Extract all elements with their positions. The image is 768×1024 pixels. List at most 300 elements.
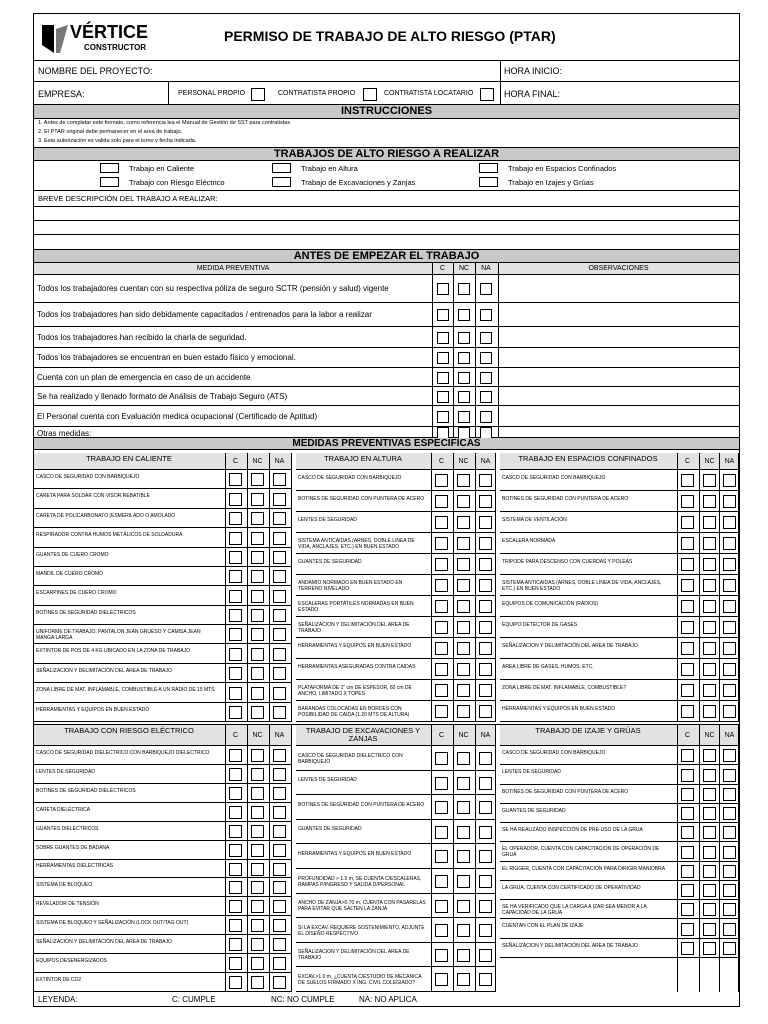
measure-checkbox[interactable]: [723, 807, 736, 820]
measure-checkbox[interactable]: [681, 495, 694, 508]
measure-checkbox[interactable]: [681, 579, 694, 592]
measure-checkbox[interactable]: [273, 749, 286, 762]
description-row: [34, 191, 739, 207]
measure-row: [34, 784, 291, 803]
measure-checkbox[interactable]: [273, 570, 286, 583]
measure-checkbox[interactable]: [703, 495, 716, 508]
measure-checkbox[interactable]: [229, 570, 242, 583]
contratista-propio-label: CONTRATISTA PROPIO: [278, 90, 356, 97]
measure-item: CASCO DE SEGURIDAD DIELECTRICO CON BARBIQUEJO DIELECTRICO: [36, 749, 210, 756]
measure-checkbox[interactable]: [479, 600, 492, 613]
measure-checkbox[interactable]: [479, 474, 492, 487]
measure-checkbox[interactable]: [435, 826, 448, 839]
measure-item: EQUIPO DETECTOR DE GASES: [502, 621, 578, 628]
measure-item: SISTEMA DE BLOQUEO: [36, 881, 93, 888]
before-start-checkbox[interactable]: [458, 352, 470, 364]
measure-checkbox[interactable]: [273, 706, 286, 719]
measure-checkbox[interactable]: [681, 600, 694, 613]
measure-checkbox[interactable]: [229, 806, 242, 819]
description-line-1[interactable]: [34, 207, 739, 221]
measure-checkbox[interactable]: [273, 590, 286, 603]
measure-checkbox[interactable]: [723, 705, 736, 718]
measure-checkbox[interactable]: [229, 628, 242, 641]
measure-checkbox[interactable]: [457, 621, 470, 634]
measure-checkbox[interactable]: [273, 976, 286, 989]
measure-checkbox[interactable]: [457, 663, 470, 676]
measure-checkbox[interactable]: [273, 609, 286, 622]
before-start-checkbox[interactable]: [437, 391, 449, 403]
measure-row: [34, 703, 291, 722]
measure-checkbox[interactable]: [251, 609, 264, 622]
before-start-checkbox[interactable]: [458, 411, 470, 423]
page-title: PERMISO DE TRABAJO DE ALTO RIESGO (PTAR): [224, 28, 556, 44]
work-type-checkbox[interactable]: [479, 163, 498, 173]
measure-checkbox[interactable]: [703, 903, 716, 916]
measure-checkbox[interactable]: [457, 850, 470, 863]
measure-checkbox[interactable]: [229, 976, 242, 989]
before-start-checkbox[interactable]: [480, 332, 492, 344]
measure-checkbox[interactable]: [681, 749, 694, 762]
measure-checkbox[interactable]: [703, 537, 716, 550]
measure-checkbox[interactable]: [703, 884, 716, 897]
measure-checkbox[interactable]: [703, 807, 716, 820]
personal-propio-checkbox[interactable]: [251, 88, 265, 101]
measure-checkbox[interactable]: [479, 495, 492, 508]
measure-checkbox[interactable]: [479, 949, 492, 962]
measure-checkbox[interactable]: [681, 558, 694, 571]
measure-checkbox[interactable]: [273, 900, 286, 913]
legend-c: C: CUMPLE: [172, 995, 216, 1004]
before-start-checkbox[interactable]: [458, 332, 470, 344]
description-line-2[interactable]: [34, 221, 739, 235]
measure-checkbox[interactable]: [229, 706, 242, 719]
measure-checkbox[interactable]: [703, 516, 716, 529]
measure-checkbox[interactable]: [273, 687, 286, 700]
measure-checkbox[interactable]: [435, 621, 448, 634]
measure-checkbox[interactable]: [479, 801, 492, 814]
measure-checkbox[interactable]: [273, 532, 286, 545]
measure-checkbox[interactable]: [435, 495, 448, 508]
before-start-checkbox[interactable]: [437, 411, 449, 423]
measure-checkbox[interactable]: [251, 473, 264, 486]
measure-checkbox[interactable]: [479, 537, 492, 550]
measure-checkbox[interactable]: [681, 705, 694, 718]
measure-checkbox[interactable]: [251, 844, 264, 857]
before-start-checkbox[interactable]: [458, 427, 470, 439]
measure-checkbox[interactable]: [479, 924, 492, 937]
measure-checkbox[interactable]: [435, 705, 448, 718]
before-start-checkbox[interactable]: [437, 283, 449, 295]
measure-checkbox[interactable]: [681, 537, 694, 550]
measure-checkbox[interactable]: [703, 558, 716, 571]
measure-checkbox[interactable]: [681, 642, 694, 655]
contratista-locatario-checkbox[interactable]: [480, 88, 494, 101]
measure-checkbox[interactable]: [723, 579, 736, 592]
company-logo: [40, 22, 150, 56]
measure-checkbox[interactable]: [435, 684, 448, 697]
measure-checkbox[interactable]: [703, 826, 716, 839]
measure-checkbox[interactable]: [435, 777, 448, 790]
measure-checkbox[interactable]: [435, 900, 448, 913]
measure-group: [296, 453, 496, 722]
measure-checkbox[interactable]: [457, 875, 470, 888]
measure-row: [34, 528, 291, 548]
measure-item: CARETA DE POLICARBONATO (ESMERILADO O AMOLADO: [36, 512, 176, 519]
measure-checkbox[interactable]: [703, 705, 716, 718]
measure-checkbox[interactable]: [703, 663, 716, 676]
measure-checkbox[interactable]: [681, 846, 694, 859]
measure-checkbox[interactable]: [681, 865, 694, 878]
measure-checkbox[interactable]: [457, 558, 470, 571]
measure-checkbox[interactable]: [479, 684, 492, 697]
measure-checkbox[interactable]: [681, 807, 694, 820]
measure-row: [34, 567, 291, 586]
measure-checkbox[interactable]: [681, 884, 694, 897]
measure-checkbox[interactable]: [229, 844, 242, 857]
measure-item: CUENTAN CON EL PLAN DE IZAJE: [502, 923, 584, 929]
measure-row: [296, 638, 495, 659]
measure-item: ESCALERAS PORTATILES NORMADAS EN BUEN ESTADO: [298, 600, 414, 613]
measure-checkbox[interactable]: [681, 474, 694, 487]
measure-checkbox[interactable]: [435, 474, 448, 487]
measure-row: [296, 795, 495, 820]
before-start-checkbox[interactable]: [480, 391, 492, 403]
measure-checkbox[interactable]: [229, 609, 242, 622]
before-start-checkbox[interactable]: [480, 309, 492, 321]
measure-checkbox[interactable]: [435, 663, 448, 676]
measure-group-title: TRABAJO EN CALIENTE: [86, 454, 172, 463]
measure-col-c: C: [438, 457, 445, 465]
measure-checkbox[interactable]: [457, 537, 470, 550]
measure-checkbox[interactable]: [229, 749, 242, 762]
measure-checkbox[interactable]: [251, 919, 264, 932]
measure-row: [500, 659, 738, 680]
measure-item: MANDIL DE CUERO CROMO: [36, 570, 104, 577]
measure-checkbox[interactable]: [251, 863, 264, 876]
measure-checkbox[interactable]: [681, 788, 694, 801]
measure-checkbox[interactable]: [251, 532, 264, 545]
measure-checkbox[interactable]: [681, 621, 694, 634]
measure-checkbox[interactable]: [723, 474, 736, 487]
measure-checkbox[interactable]: [703, 788, 716, 801]
measure-checkbox[interactable]: [681, 826, 694, 839]
measure-checkbox[interactable]: [457, 924, 470, 937]
measure-checkbox[interactable]: [229, 667, 242, 680]
measure-checkbox[interactable]: [435, 752, 448, 765]
work-type-checkbox[interactable]: [100, 177, 119, 187]
measure-checkbox[interactable]: [229, 473, 242, 486]
measure-checkbox[interactable]: [251, 551, 264, 564]
measure-checkbox[interactable]: [479, 705, 492, 718]
before-start-checkbox[interactable]: [458, 283, 470, 295]
measure-checkbox[interactable]: [229, 648, 242, 661]
measure-checkbox[interactable]: [435, 850, 448, 863]
measure-checkbox[interactable]: [479, 875, 492, 888]
measure-checkbox[interactable]: [251, 825, 264, 838]
measure-checkbox[interactable]: [479, 516, 492, 529]
measure-checkbox[interactable]: [251, 493, 264, 506]
measure-checkbox[interactable]: [723, 495, 736, 508]
measure-checkbox[interactable]: [723, 865, 736, 878]
logo-brand: VÉRTICE: [70, 22, 149, 42]
measure-checkbox[interactable]: [251, 881, 264, 894]
work-type-label: Trabajo en Espacios Confinados: [508, 164, 617, 173]
measure-checkbox[interactable]: [681, 923, 694, 936]
measure-checkbox[interactable]: [703, 474, 716, 487]
measure-checkbox[interactable]: [703, 579, 716, 592]
measure-checkbox[interactable]: [723, 826, 736, 839]
measure-item: HERRAMIENTAS Y EQUIPOS EN BUEN ESTADO: [502, 705, 616, 712]
measure-item: UNIFORME DE TRABAJO: PANTALON JEAN GRUESO Y CAMISA JEAN MANGA LARGA: [36, 628, 201, 641]
before-start-checkbox[interactable]: [480, 427, 492, 439]
measure-checkbox[interactable]: [457, 777, 470, 790]
measure-checkbox[interactable]: [251, 687, 264, 700]
measure-checkbox[interactable]: [251, 957, 264, 970]
measure-item: CASCO DE SEGURIDAD DIELECTRICO CON BARBIQUEJO: [298, 752, 403, 765]
measure-item: CARETA PARA SOLDAR CON VISOR REBATIBLE: [36, 493, 150, 499]
measure-checkbox[interactable]: [229, 938, 242, 951]
col-nc: NC: [458, 265, 470, 272]
measure-checkbox[interactable]: [229, 863, 242, 876]
measure-checkbox[interactable]: [723, 516, 736, 529]
measure-checkbox[interactable]: [723, 642, 736, 655]
measure-checkbox[interactable]: [435, 949, 448, 962]
measure-checkbox[interactable]: [703, 865, 716, 878]
measure-checkbox[interactable]: [479, 900, 492, 913]
measure-checkbox[interactable]: [457, 705, 470, 718]
measure-checkbox[interactable]: [251, 512, 264, 525]
measure-checkbox[interactable]: [251, 749, 264, 762]
measure-checkbox[interactable]: [723, 621, 736, 634]
measure-checkbox[interactable]: [273, 667, 286, 680]
measure-checkbox[interactable]: [703, 684, 716, 697]
measure-checkbox[interactable]: [479, 621, 492, 634]
measure-checkbox[interactable]: [273, 938, 286, 951]
measure-checkbox[interactable]: [251, 787, 264, 800]
measure-row: [296, 943, 495, 967]
measure-checkbox[interactable]: [435, 558, 448, 571]
measure-checkbox[interactable]: [457, 495, 470, 508]
measure-checkbox[interactable]: [435, 642, 448, 655]
measure-checkbox[interactable]: [457, 826, 470, 839]
measure-item: HERRAMIENTAS Y EQUIPOS EN BUEN ESTADO: [298, 850, 412, 857]
measure-checkbox[interactable]: [723, 537, 736, 550]
before-start-checkbox[interactable]: [458, 391, 470, 403]
measure-checkbox[interactable]: [703, 621, 716, 634]
measure-checkbox[interactable]: [703, 600, 716, 613]
before-start-checkbox[interactable]: [480, 411, 492, 423]
measure-checkbox[interactable]: [229, 957, 242, 970]
measure-row: [296, 491, 495, 512]
before-start-checkbox[interactable]: [437, 332, 449, 344]
measure-checkbox[interactable]: [457, 642, 470, 655]
work-type-checkbox[interactable]: [100, 163, 119, 173]
measure-checkbox[interactable]: [435, 600, 448, 613]
measure-checkbox[interactable]: [435, 924, 448, 937]
measure-checkbox[interactable]: [251, 976, 264, 989]
measure-checkbox[interactable]: [251, 938, 264, 951]
measure-item: BOTINES DE SEGURIDAD CON PUNTERA DE ACERO: [298, 495, 425, 502]
measure-checkbox[interactable]: [723, 788, 736, 801]
before-start-checkbox[interactable]: [480, 372, 492, 384]
measure-checkbox[interactable]: [435, 537, 448, 550]
measure-row: [296, 554, 495, 575]
before-start-item: Todos los trabajadores cuentan con su respectiva póliza de seguro SCTR (pensión y salud) vigente: [37, 284, 389, 293]
measure-checkbox[interactable]: [273, 628, 286, 641]
measure-checkbox[interactable]: [723, 600, 736, 613]
measure-checkbox[interactable]: [435, 801, 448, 814]
work-type-checkbox[interactable]: [479, 177, 498, 187]
before-start-checkbox[interactable]: [480, 283, 492, 295]
measure-checkbox[interactable]: [251, 590, 264, 603]
measure-row: [296, 680, 495, 701]
measure-checkbox[interactable]: [457, 579, 470, 592]
measure-checkbox[interactable]: [681, 684, 694, 697]
before-start-checkbox[interactable]: [437, 309, 449, 321]
measure-checkbox[interactable]: [479, 558, 492, 571]
measure-checkbox[interactable]: [229, 551, 242, 564]
measure-checkbox[interactable]: [229, 787, 242, 800]
measure-row: [296, 470, 495, 491]
measure-row: [34, 683, 291, 703]
measure-checkbox[interactable]: [723, 846, 736, 859]
measure-item: LENTES DE SEGURIDAD: [502, 769, 561, 775]
measure-checkbox[interactable]: [723, 684, 736, 697]
measure-checkbox[interactable]: [479, 826, 492, 839]
measure-checkbox[interactable]: [251, 648, 264, 661]
before-start-checkbox[interactable]: [437, 352, 449, 364]
measure-checkbox[interactable]: [681, 516, 694, 529]
measure-checkbox[interactable]: [273, 551, 286, 564]
measure-checkbox[interactable]: [681, 663, 694, 676]
measure-checkbox[interactable]: [723, 923, 736, 936]
measure-checkbox[interactable]: [229, 900, 242, 913]
measure-checkbox[interactable]: [251, 768, 264, 781]
measure-checkbox[interactable]: [435, 973, 448, 986]
measure-row: [34, 973, 291, 992]
measure-row: [34, 803, 291, 822]
measure-checkbox[interactable]: [251, 900, 264, 913]
measure-checkbox[interactable]: [457, 801, 470, 814]
measure-checkbox[interactable]: [273, 648, 286, 661]
measure-checkbox[interactable]: [681, 942, 694, 955]
before-start-checkbox[interactable]: [458, 372, 470, 384]
measure-checkbox[interactable]: [723, 903, 736, 916]
measure-checkbox[interactable]: [251, 628, 264, 641]
work-type-checkbox[interactable]: [272, 163, 291, 173]
measure-row: [296, 771, 495, 795]
measure-checkbox[interactable]: [273, 919, 286, 932]
measure-checkbox[interactable]: [703, 769, 716, 782]
measure-checkbox[interactable]: [273, 512, 286, 525]
measure-checkbox[interactable]: [479, 642, 492, 655]
measure-checkbox[interactable]: [251, 570, 264, 583]
measure-checkbox[interactable]: [479, 850, 492, 863]
measure-item: TRIPODE PARA DESCENSO CON CUERDAS Y POLEAS: [502, 558, 633, 565]
measure-item: EL OPERADOR, CUENTA CON CAPACITACION DE OPERACIÓN DE GRUA: [502, 846, 660, 858]
measure-checkbox[interactable]: [273, 863, 286, 876]
measure-checkbox[interactable]: [457, 973, 470, 986]
measure-checkbox[interactable]: [229, 590, 242, 603]
measure-checkbox[interactable]: [229, 493, 242, 506]
measure-checkbox[interactable]: [479, 973, 492, 986]
measure-checkbox[interactable]: [229, 825, 242, 838]
measure-checkbox[interactable]: [457, 600, 470, 613]
measure-row: [34, 746, 291, 765]
end-time-label: HORA FINAL:: [504, 89, 561, 99]
measure-checkbox[interactable]: [723, 884, 736, 897]
work-type-checkbox[interactable]: [272, 177, 291, 187]
measure-checkbox[interactable]: [273, 957, 286, 970]
measure-checkbox[interactable]: [229, 532, 242, 545]
measure-checkbox[interactable]: [723, 769, 736, 782]
measure-checkbox[interactable]: [479, 777, 492, 790]
measure-checkbox[interactable]: [229, 512, 242, 525]
measure-group: [500, 725, 739, 992]
measure-checkbox[interactable]: [251, 667, 264, 680]
measure-checkbox[interactable]: [273, 473, 286, 486]
measure-checkbox[interactable]: [273, 768, 286, 781]
measure-checkbox[interactable]: [251, 806, 264, 819]
measure-checkbox[interactable]: [229, 919, 242, 932]
measure-checkbox[interactable]: [229, 687, 242, 700]
measure-checkbox[interactable]: [457, 516, 470, 529]
measure-checkbox[interactable]: [457, 949, 470, 962]
measure-checkbox[interactable]: [479, 663, 492, 676]
before-start-checkbox[interactable]: [480, 352, 492, 364]
before-start-checkbox[interactable]: [437, 427, 449, 439]
before-start-checkbox[interactable]: [458, 309, 470, 321]
measure-item: SISTEMA ANTICAIDAS (ARNES, DOBLE LINEA DE VIDA, ANCLAJES, ETC.) EN BUEN ESTADO: [298, 537, 415, 550]
measure-checkbox[interactable]: [457, 474, 470, 487]
measure-checkbox[interactable]: [273, 493, 286, 506]
measure-checkbox[interactable]: [479, 752, 492, 765]
measure-checkbox[interactable]: [435, 579, 448, 592]
measure-checkbox[interactable]: [703, 846, 716, 859]
measure-checkbox[interactable]: [273, 881, 286, 894]
measure-checkbox[interactable]: [703, 942, 716, 955]
measure-checkbox[interactable]: [723, 663, 736, 676]
measure-checkbox[interactable]: [273, 806, 286, 819]
measure-checkbox[interactable]: [435, 875, 448, 888]
measure-checkbox[interactable]: [251, 706, 264, 719]
measure-row: [500, 881, 738, 900]
measure-checkbox[interactable]: [435, 516, 448, 529]
measure-item: GUANTES DE SEGURIDAD: [298, 826, 362, 832]
measure-checkbox[interactable]: [457, 900, 470, 913]
measure-checkbox[interactable]: [703, 642, 716, 655]
measure-checkbox[interactable]: [681, 903, 694, 916]
before-start-checkbox[interactable]: [437, 372, 449, 384]
measure-checkbox[interactable]: [479, 579, 492, 592]
measure-checkbox[interactable]: [229, 768, 242, 781]
measure-checkbox[interactable]: [723, 558, 736, 571]
measure-checkbox[interactable]: [703, 923, 716, 936]
measure-checkbox[interactable]: [229, 881, 242, 894]
contratista-propio-checkbox[interactable]: [363, 88, 377, 101]
measure-checkbox[interactable]: [723, 942, 736, 955]
measure-checkbox[interactable]: [723, 749, 736, 762]
measure-checkbox[interactable]: [273, 844, 286, 857]
measure-checkbox[interactable]: [457, 752, 470, 765]
measure-checkbox[interactable]: [457, 684, 470, 697]
measure-checkbox[interactable]: [681, 769, 694, 782]
description-line-3[interactable]: [34, 235, 739, 250]
measure-checkbox[interactable]: [273, 787, 286, 800]
measure-row: [500, 919, 738, 939]
measure-checkbox[interactable]: [273, 825, 286, 838]
measure-checkbox[interactable]: [703, 749, 716, 762]
